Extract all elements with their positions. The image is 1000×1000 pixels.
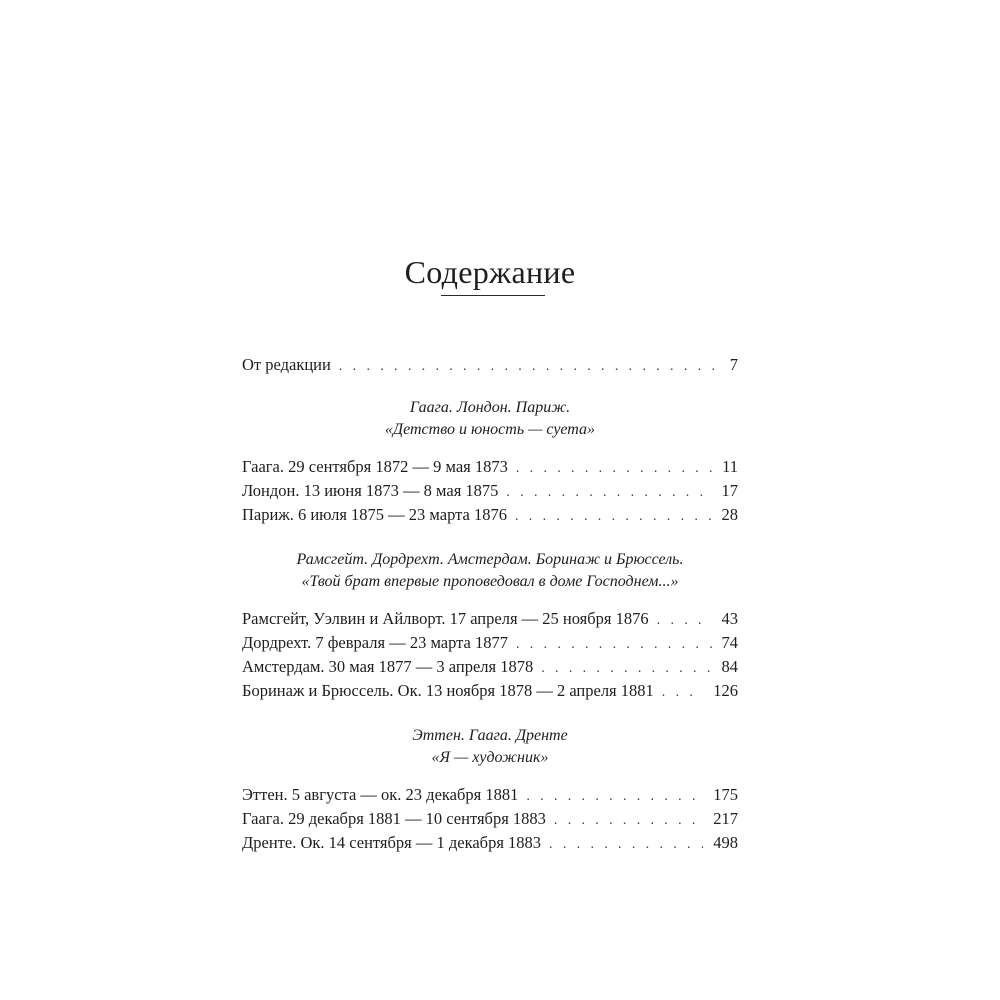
toc-entry[interactable] (242, 607, 738, 631)
toc-entry-page: 74 (721, 633, 738, 652)
toc-entry[interactable] (242, 679, 738, 703)
toc-entry-page: 17 (721, 481, 738, 500)
section-heading (222, 397, 758, 441)
section-heading (222, 549, 758, 593)
toc-entry[interactable] (242, 479, 738, 503)
toc-entry-page: 126 (713, 681, 738, 700)
section-title: Гаага. Лондон. Париж. (409, 399, 571, 416)
toc-entry-page: 175 (713, 785, 738, 804)
dot-leader (506, 481, 711, 505)
dot-leader (515, 505, 712, 529)
section-subtitle: «Твой брат впервые проповедовал в доме Господнем...» (301, 573, 679, 590)
toc-entry-label: Лондон. 13 июня 1873 — 8 мая 1875 (242, 481, 499, 500)
title-underline (441, 295, 545, 296)
toc-entry[interactable] (242, 783, 738, 807)
toc-entry-label: Гаага. 29 сентября 1872 — 9 мая 1873 (242, 457, 508, 476)
section-subtitle: «Я — художник» (431, 749, 549, 766)
toc-entry[interactable] (242, 455, 738, 479)
toc-entry-label: Амстердам. 30 мая 1877 — 3 апреля 1878 (242, 657, 534, 676)
page-title: Содержание (404, 254, 576, 290)
dot-leader (554, 809, 703, 833)
toc-entry-page: 498 (713, 833, 738, 852)
dot-leader (549, 833, 703, 857)
dot-leader (526, 785, 703, 809)
dot-leader (541, 657, 711, 681)
toc-entry-page: 11 (722, 457, 738, 476)
toc-entry-page: 7 (729, 355, 738, 374)
toc-entry-page: 217 (713, 809, 738, 828)
dot-leader (516, 633, 712, 657)
toc-entry-label: Дренте. Ок. 14 сентября — 1 декабря 1883 (242, 833, 542, 852)
toc-entry[interactable] (242, 503, 738, 527)
toc-entry-label: Боринаж и Брюссель. Ок. 13 ноября 1878 — 2 апреля 1881 (242, 681, 654, 700)
toc-entry-intro[interactable] (242, 353, 738, 377)
toc-entry[interactable] (242, 807, 738, 831)
section-subtitle: «Детство и юность — суета» (384, 421, 596, 438)
dot-leader (657, 609, 712, 633)
toc-entry[interactable] (242, 655, 738, 679)
toc-entry-label: Дордрехт. 7 февраля — 23 марта 1877 (242, 633, 508, 652)
toc-entry[interactable] (242, 631, 738, 655)
dot-leader (662, 681, 703, 705)
toc-entry-page: 28 (721, 505, 738, 524)
toc-entry-page: 43 (721, 609, 738, 628)
toc-entry-page: 84 (721, 657, 738, 676)
toc-entry-label: Гаага. 29 декабря 1881 — 10 сентября 1883 (242, 809, 546, 828)
dot-leader (516, 457, 712, 481)
toc-entry[interactable] (242, 831, 738, 855)
toc-entry-label: Рамсгейт, Уэлвин и Айлворт. 17 апреля — 25 ноября 1876 (242, 609, 649, 628)
toc-entry-label: От редакции (242, 355, 331, 374)
section-title: Рамсгейт. Дордрехт. Амстердам. Боринаж и Брюссель. (296, 551, 684, 568)
toc-entry-label: Эттен. 5 августа — ок. 23 декабря 1881 (242, 785, 519, 804)
toc-entry-label: Париж. 6 июля 1875 — 23 марта 1876 (242, 505, 507, 524)
table-of-contents (242, 353, 738, 855)
dot-leader (339, 355, 720, 379)
section-heading (222, 725, 758, 769)
section-title: Эттен. Гаага. Дренте (412, 727, 568, 744)
